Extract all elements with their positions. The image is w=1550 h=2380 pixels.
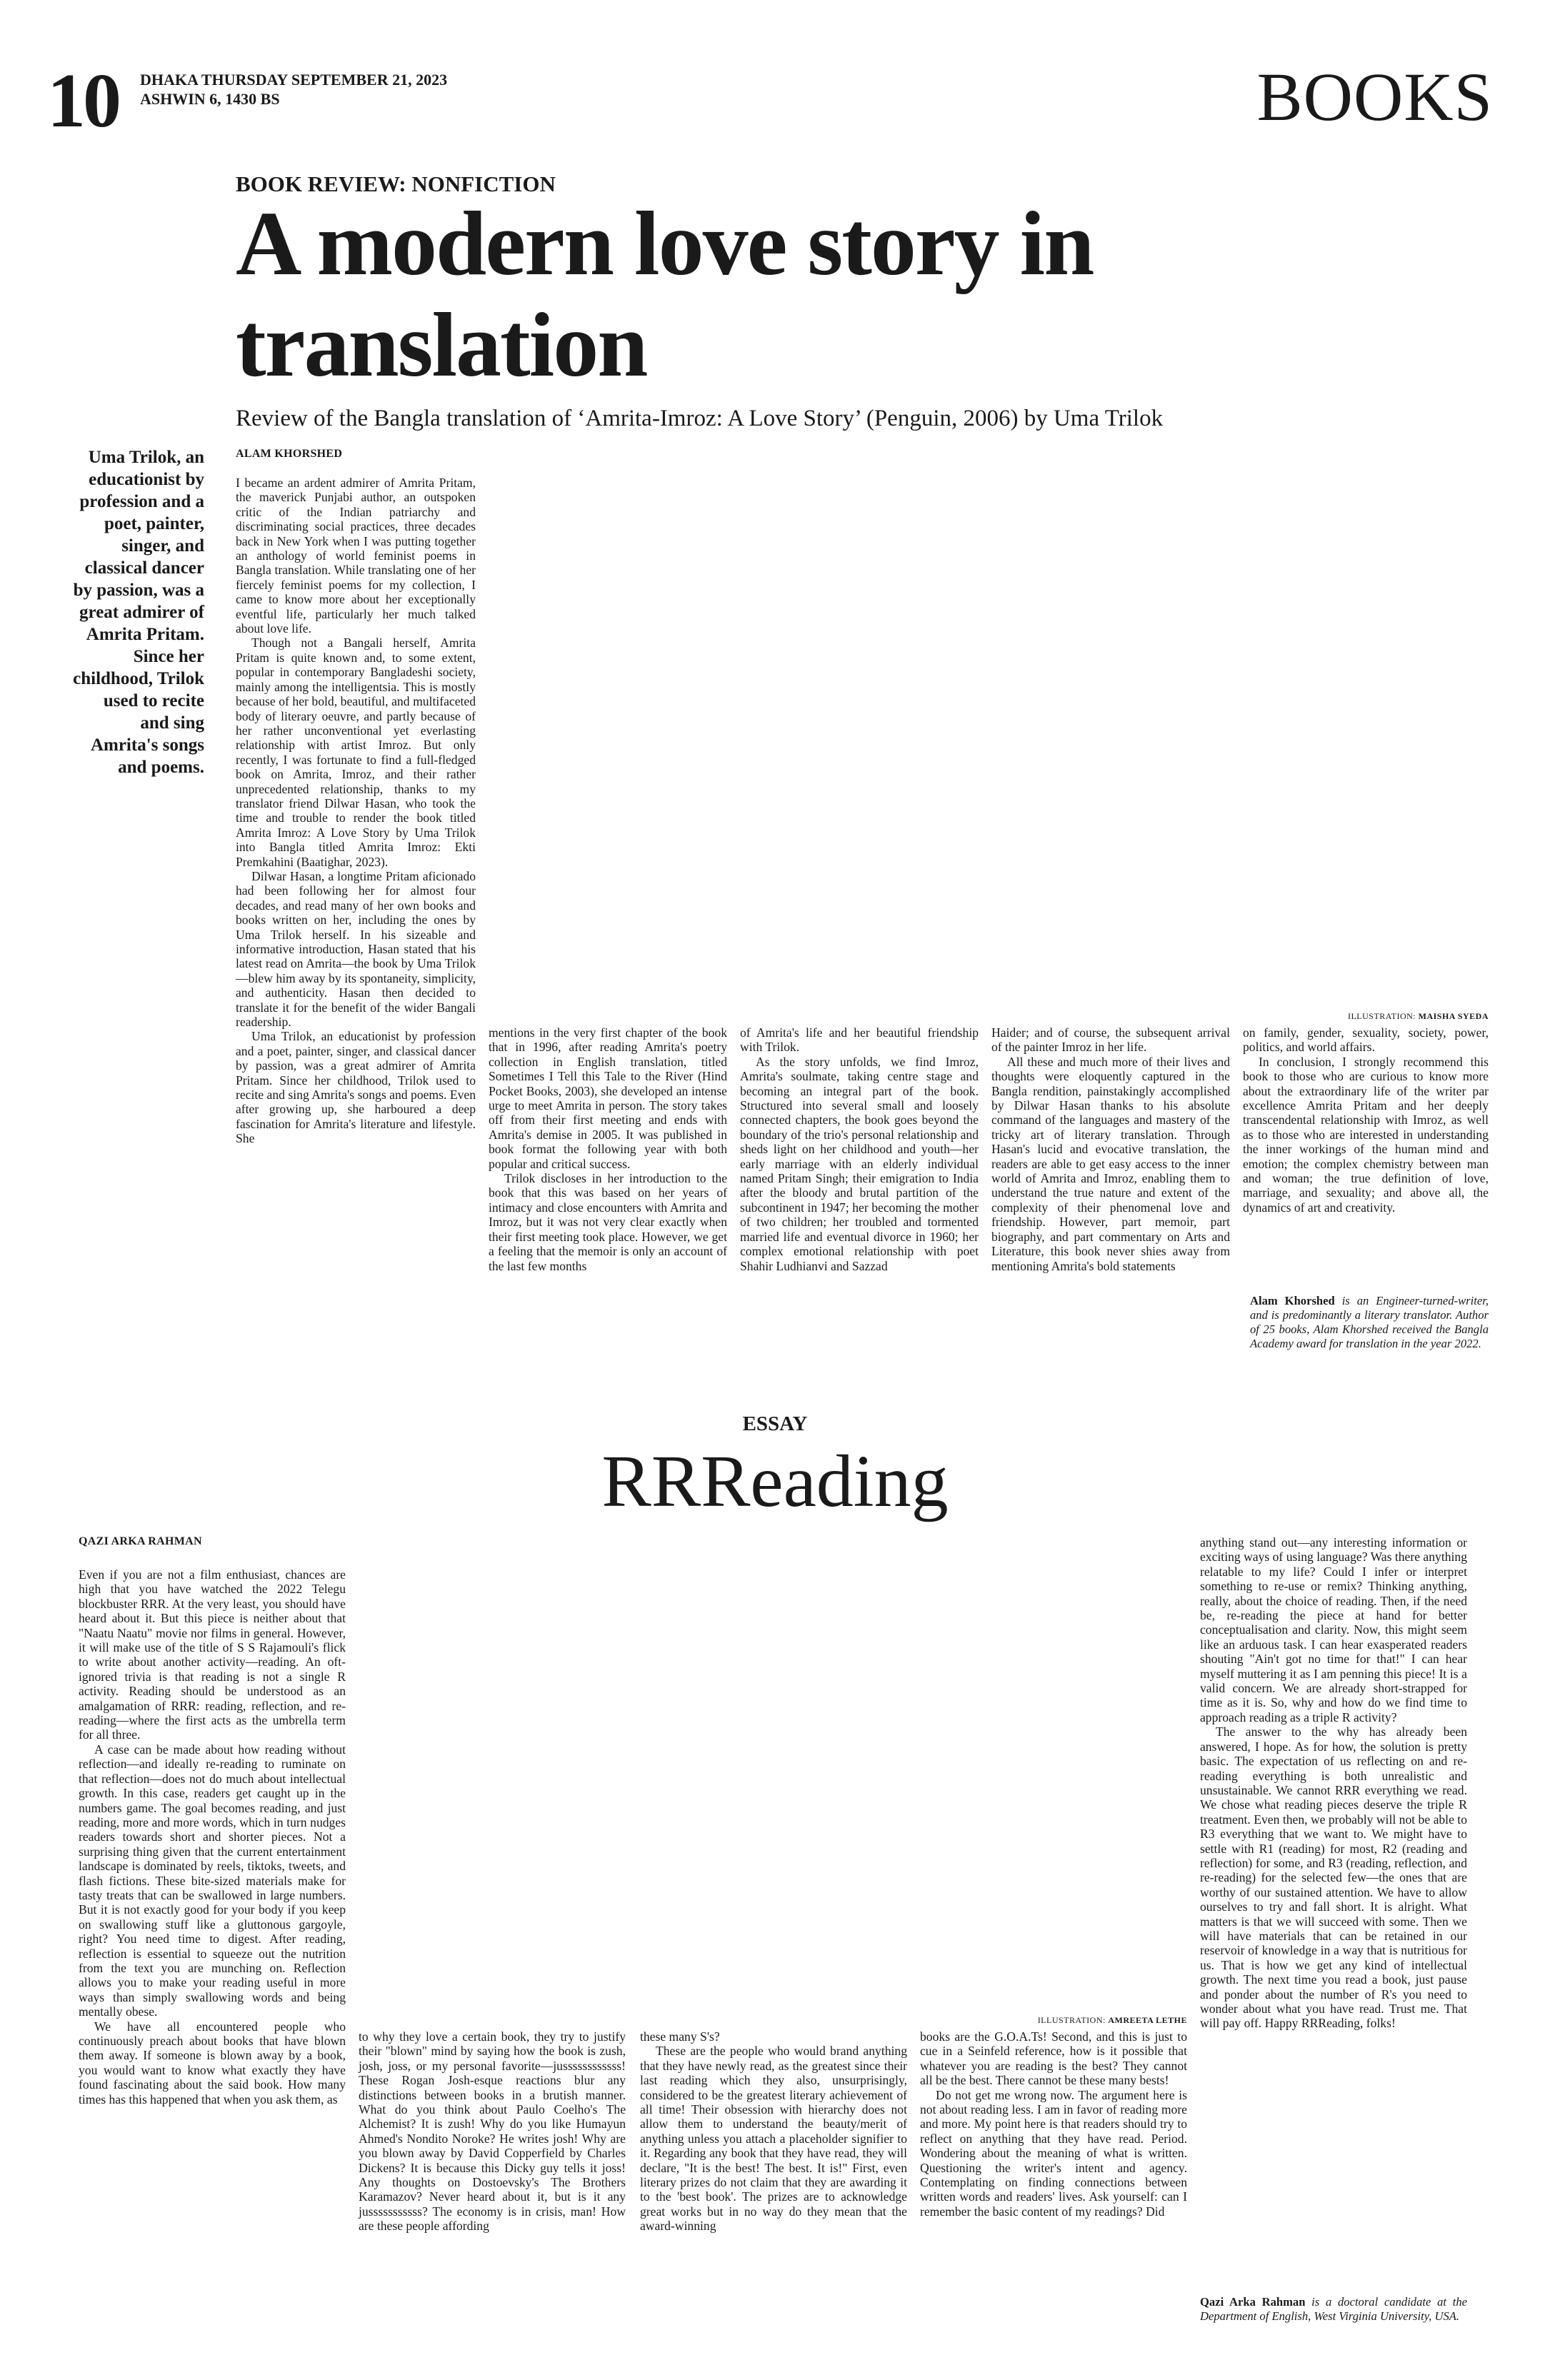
paragraph: I became an ardent admirer of Amrita Pritam, the maverick Punjabi author, an outspoken critic of the Indian patriarchy and discriminating social practices, three decades back in New York when I was putting together an anthology of world feminist poems in Bangla translation. While translating one of her fiercely feminist poems for my collection, I came to know more about her exceptionally eventful life, particularly her much talked about love life. <box>236 476 476 636</box>
paragraph: Though not a Bangali herself, Amrita Pritam is quite known and, to some extent, popular in contemporary Bangladeshi society, mainly among the intelligentsia. This is mostly because of her bold, beautiful, and multifaceted body of literary oeuvre, and partly because of her rather unconventional yet everlasting relationship with artist Imroz. But only recently, I was fortunate to find a full-fledged book on Amrita, Imroz, and their rather unprecedented relationship, thanks to my translator friend Dilwar Hasan, who took the time and trouble to render the book titled Amrita Imroz: A Love Story by Uma Trilok into Bangla titled Amrita Imroz: Ekti Premkahini (Baatighar, 2023). <box>236 636 476 869</box>
bio-name: Qazi Arka Rahman <box>1200 2295 1306 2309</box>
review-column-3 <box>740 1025 979 1273</box>
paragraph: books are the G.O.A.Ts! Second, and this is just to cue in a Seinfeld reference, how is it possible that whatever you are reading is the best? They cannot all be the best. There cannot be these many bests! <box>920 2029 1187 2088</box>
essay-author-bio <box>1200 2295 1467 2324</box>
essay-column-4 <box>920 2029 1187 2219</box>
essay-kicker: ESSAY <box>742 1412 808 1435</box>
paragraph: Haider; and of course, the subsequent arrival of the painter Imroz in her life. <box>991 1025 1230 1055</box>
date-bangla: ASHWIN 6, 1430 BS <box>140 90 280 108</box>
paragraph: Trilok discloses in her introduction to the book that this was based on her years of intimacy and close encounters with Amrita and Imroz, but it was not very clear exactly when their first meeting took place. However, we get a feeling that the memoir is only an account of the last few months <box>489 1171 727 1273</box>
credit-label: ILLUSTRATION: <box>1347 1011 1416 1021</box>
paragraph: In conclusion, I strongly recommend this book to those who are curious to know more about the extraordinary life of the writer par excellence Amrita Pritam and her deeply transcendental relationship with Imroz, as well as to those who are interested in understanding the inner workings of the human mind and emotion; the complex chemistry between man and woman; the true definition of love, marriage, and sexuality; and above all, the dynamics of art and creativity. <box>1243 1054 1489 1215</box>
essay-column-3 <box>640 2029 907 2234</box>
dateline <box>140 70 447 109</box>
bio-name: Alam Khorshed <box>1250 1294 1335 1307</box>
paragraph: Do not get me wrong now. The argument here is not about reading less. I am in favor of reading more and more. My point here is that readers should try to reflect on anything that they have read. Period. Wondering about the meaning of what is written. Questioning the writer's intent and agency. Contemplating on finding connections between written words and readers' lives. Ask yourself: can I remember the basic content of my readings? Did <box>920 2087 1187 2219</box>
essay-column-2 <box>359 2029 626 2234</box>
review-column-4 <box>991 1025 1230 1273</box>
paragraph: these many S's? <box>640 2029 720 2044</box>
essay-byline: QAZI ARKA RAHMAN <box>79 1535 202 1547</box>
credit-name: AMREETA LETHE <box>1108 2015 1187 2025</box>
paragraph: A case can be made about how reading without reflection—and ideally re-reading to ruminate on that reflection—does not do much about intellectual growth. In this case, readers get caught up in the numbers game. The goal becomes reading, and just reading, more and more words, which in turn nudges readers towards short and shorter pieces. Not a surprising thing given that the current entertainment landscape is dominated by reels, tiktoks, tweets, and flash fictions. These bite-sized materials make for tasty treats that can be swallowed in large numbers. But it is not exactly good for your body if you keep on swallowing stuff like a gluttonous gargoyle, right? You need time to digest. After reading, reflection is essential to squeeze out the nutrition from the text you are munching on. Reflection allows you to make your reading useful in more ways than simply swallowing words and being mentally obese. <box>79 1742 346 2019</box>
review-column-1 <box>236 476 476 1146</box>
paragraph: to why they love a certain book, they try to justify their "blown" mind by saying how the book is zush, josh, joss, or my personal favorite—jussssssssssss! These Rogan Josh-esque reactions blur any distinctions between books in a brutish manner. What do you think about Paulo Coelho's The Alchemist? It is zush! Why do you like Humayun Ahmed's Nondito Noroke? He writes josh! Why are you blown away by David Copperfield by Charles Dickens? It is because this Dicky guy tells it joss! Any thoughts on Dostoevsky's The Brothers Karamazov? Never heard about it, but is it any jusssssssssss? The economy is in crisis, man! How are these people affording <box>359 2029 626 2234</box>
paragraph: mentions in the very first chapter of the book that in 1996, after reading Amrita's poetry collection in English translation, titled Sometimes I Tell this Tale to the River (Hind Pocket Books, 2003), she developed an intense urge to meet Amrita in person. The story takes off from their first meeting and ends with Amrita's demise in 2005. It was published in book format the following year with both popular and critical success. <box>489 1025 727 1171</box>
review-kicker: BOOK REVIEW: NONFICTION <box>236 171 556 196</box>
paragraph: Even if you are not a film enthusiast, chances are high that you have watched the 2022 Telegu blockbuster RRR. At the very least, you should have heard about it. But this piece is neither about that "Naatu Naatu" movie nor films in general. However, it will make use of the title of S S Rajamouli's flick to write about another activity—reading. An oft-ignored trivia is that reading is not a single R activity. Reading should be understood as an amalgamation of RRR: reading, reflection, and re-reading—where the first acts as the umbrella term for all three. <box>79 1567 346 1742</box>
bio-text: is a doctoral candidate at the Department of English, West Virginia University, USA. <box>1200 2295 1467 2323</box>
review-byline: ALAM KHORSHED <box>236 448 343 460</box>
credit-name: MAISHA SYEDA <box>1418 1011 1489 1021</box>
paragraph: All these and much more of their lives and thoughts were eloquently captured in the Bangla rendition, painstakingly accomplished by Dilwar Hasan thanks to his absolute command of the languages and mastery of the tricky art of literary translation. Through Hasan's lucid and evocative translation, the readers are able to get easy access to the inner world of Amrita and Imroz, enabling them to understand the true nature and extent of the complexity of their phenomenal love and friendship. However, part memoir, part biography, and part commentary on Arts and Literature, this book never shies away from mentioning Amrita's bold statements <box>991 1054 1230 1273</box>
paragraph: As the story unfolds, we find Imroz, Amrita's soulmate, taking centre stage and becoming an integral part of the book. Structured into several small and loosely connected chapters, the book goes beyond the boundary of the trio's personal relationship and sheds light on her childhood and youth—her early marriage with an elderly individual named Pritam Singh; their emigration to India after the bloody and brutal partition of the subcontinent in 1947; her becoming the mother of two children; her troubled and tormented married life and eventual divorce in 1960; her complex emotional relationship with poet Shahir Ludhianvi and Sazzad <box>740 1054 979 1273</box>
review-author-bio <box>1250 1294 1489 1351</box>
review-deck: Review of the Bangla translation of ‘Amrita-Imroz: A Love Story’ (Penguin, 2006) by Uma Trilok <box>236 406 1164 431</box>
paragraph: Dilwar Hasan, a longtime Pritam aficionado had been following her for almost four decades, and read many of her own books and books written on her, including the ones by Uma Trilok herself. In his sizeable and informative introduction, Hasan stated that his latest read on Amrita—the book by Uma Trilok—blew him away by its spontaneity, simplicity, and authenticity. Hasan then decided to translate it for the benefit of the wider Bangali readership. <box>236 868 476 1030</box>
credit-label: ILLUSTRATION: <box>1037 2015 1106 2025</box>
review-column-5 <box>1243 1025 1489 1215</box>
essay-illustration-credit <box>920 2015 1187 2026</box>
date-gregorian: DHAKA THURSDAY SEPTEMBER 21, 2023 <box>140 71 448 89</box>
essay-column-1 <box>79 1567 346 2107</box>
essay-column-5 <box>1200 1535 1467 2031</box>
review-illustration-credit <box>1243 1011 1489 1022</box>
review-column-2 <box>489 1025 727 1273</box>
page-number: 10 <box>47 59 119 144</box>
paragraph: The answer to the why has already been answered, I hope. As for how, the solution is pretty basic. The expectation of us reflecting on and re-reading everything is both unrealistic and unsustainable. We cannot RRR everything we read. We chose what reading pieces deserve the triple R treatment. Even then, we probably will not be able to R3 everything that we want to. We might have to settle with R1 (reading) for most, R2 (reading and reflection) for some, and R3 (reading, reflection, and re-reading) for the selected few—the ones that are worthy of our sustained attention. We have to allow ourselves to try and fall short. It is alright. What matters is that we will succeed with some. Then we will have materials that can be retained in our reservoir of knowledge in a way that is nutritious for us. That is how we get any kind of intellectual growth. The next time you read a book, just pause and ponder about the number of R's you need to wonder about what you have read. Trust me. That will pay off. Happy RRReading, folks! <box>1200 1724 1467 2031</box>
paragraph: of Amrita's life and her beautiful friendship with Trilok. <box>740 1025 979 1055</box>
paragraph: We have all encountered people who continuously preach about books that have blown them away. If someone is blown away by a book, you would want to know what exactly they have found fascinating about the said book. How many times has this happened that when you ask them, as <box>79 2019 346 2107</box>
essay-title: RRReading <box>601 1440 949 1522</box>
paragraph: These are the people who would brand anything that they have newly read, as the greatest since their last reading which they also, unsurprisingly, considered to be the greatest literary achievement of all time! Their obsession with hierarchy does not allow them to understand the beauty/merit of anything unless you attach a placeholder signifier to it. Regarding any book that they have read, they will declare, "It is the best! The best. It is!" First, even literary prizes do not claim that they are awarding it to the 'best book'. The prizes are to acknowledge great works but in no way do they mean that the award-winning <box>640 2044 907 2234</box>
paragraph: on family, gender, sexuality, society, power, politics, and world affairs. <box>1243 1025 1489 1055</box>
section-title: BOOKS <box>1256 59 1493 135</box>
paragraph: anything stand out—any interesting information or exciting ways of using language? Was there anything relatable to my life? Could I infer or interpret something to re-use or remix? Thinking anything, really, about the choice of reading. Then, if the need be, re-reading the piece at hand for better conceptualisation and clarity. Now, this might seem like an arduous task. I can hear exasperated readers shouting "Ain't got no time for that!" I can hear myself muttering it as I am penning this piece! It is a valid concern. We are already short-strapped for time as it is. So, why and how do we find time to approach reading as a triple R activity? <box>1200 1535 1467 1724</box>
pull-quote: Uma Trilok, an educationist by profession and a poet, painter, singer, and classical dancer by passion, was a great admirer of Amrita Pritam. Since her childhood, Trilok used to recite and sing Amrita's songs and poems. <box>73 448 204 777</box>
review-headline: A modern love story in translation <box>236 193 1094 396</box>
paragraph: Uma Trilok, an educationist by profession and a poet, painter, singer, and classical dancer by passion, was a great admirer of Amrita Pritam. Since her childhood, Trilok used to recite and sing Amrita's songs and poems. Even after growing up, she harboured a deep fascination for Amrita's literature and lifestyle. She <box>236 1029 476 1146</box>
bio-text: is an Engineer-turned-writer, and is predominantly a literary translator. Author of 25 books, Alam Khorshed received the Bangla Academy award for translation in the year 2022. <box>1250 1294 1489 1350</box>
